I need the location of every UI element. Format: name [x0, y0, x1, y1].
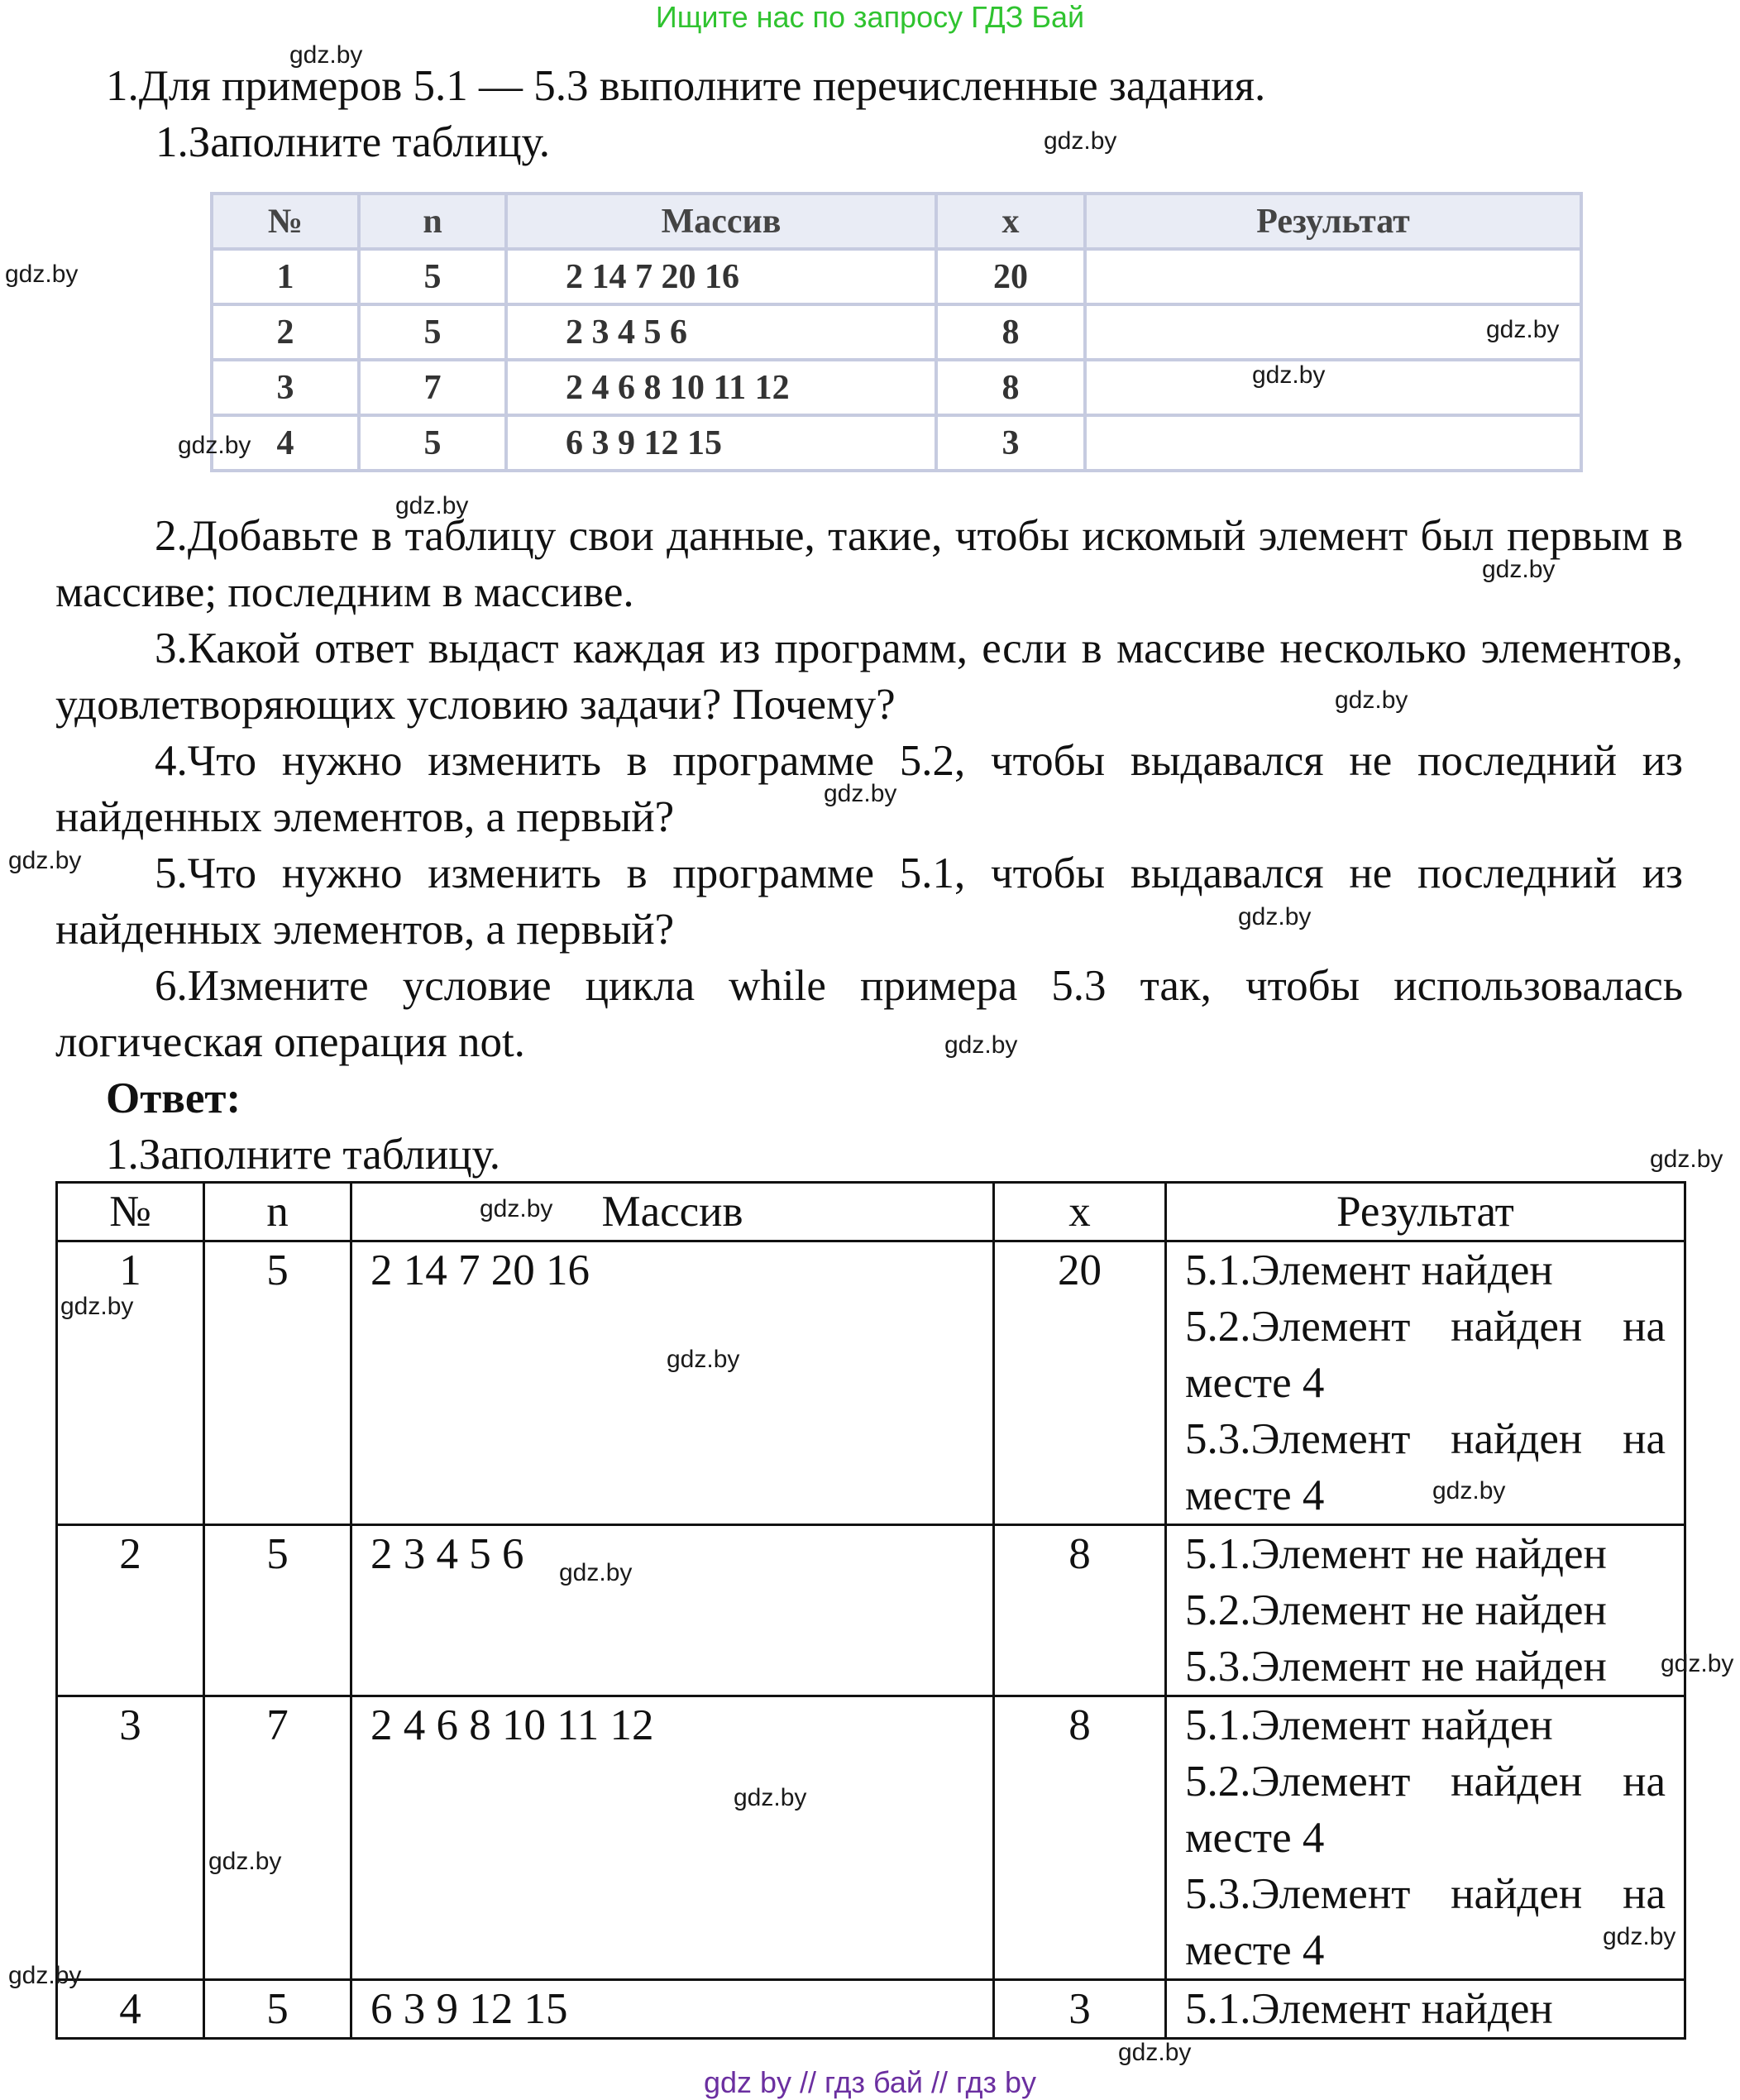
answer-heading: Ответ:	[106, 1074, 241, 1122]
watermark: gdz.by	[944, 1031, 1018, 1059]
watermark: gdz.by	[667, 1346, 740, 1373]
watermark: gdz.by	[5, 261, 79, 288]
watermark: gdz.by	[1252, 361, 1326, 389]
watermark: gdz.by	[178, 432, 251, 459]
watermark: gdz.by	[1482, 556, 1556, 583]
cell-result	[1085, 249, 1581, 304]
task-sub4: 4.Что нужно изменить в программе 5.2, чтобы выдавался не последний из найденных элементов, а первый?	[55, 737, 1683, 841]
result-line: 5.1.Элемент найден	[1185, 1985, 1553, 2033]
cell-n: 5	[359, 415, 506, 471]
cell-n: 5	[204, 1980, 351, 2039]
watermark: gdz.by	[1661, 1650, 1734, 1677]
watermark: gdz.by	[1118, 2039, 1192, 2066]
table-row	[212, 249, 1581, 304]
col-header-x: x	[936, 194, 1085, 249]
col-header-array: Массив	[506, 194, 936, 249]
table-row	[57, 1525, 1685, 1696]
cell-n: 7	[359, 360, 506, 415]
cell-x: 20	[936, 249, 1085, 304]
cell-array: 6 3 9 12 15	[506, 415, 936, 471]
top-banner[interactable]: Ищите нас по запросу ГДЗ Бай	[655, 0, 1085, 34]
cell-x: 8	[994, 1525, 1166, 1696]
task-table-header	[212, 194, 1581, 249]
cell-array: 2 3 4 5 6	[506, 304, 936, 360]
answer-table	[55, 1181, 1686, 2040]
col-header-result: Результат	[1166, 1183, 1685, 1241]
result-line: 5.3.Элемент найден на месте 4	[1185, 1870, 1666, 1974]
watermark: gdz.by	[734, 1784, 807, 1811]
watermark: gdz.by	[1044, 127, 1117, 155]
cell-n: 7	[204, 1696, 351, 1980]
watermark: gdz.by	[8, 847, 82, 874]
cell-n: 5	[204, 1241, 351, 1525]
answer-sub1: 1.Заполните таблицу.	[106, 1131, 500, 1179]
watermark: gdz.by	[60, 1293, 134, 1320]
watermark: gdz.by	[480, 1195, 553, 1222]
watermark: gdz.by	[1486, 316, 1560, 343]
col-header-n: n	[204, 1183, 351, 1241]
table-row	[212, 360, 1581, 415]
table-row	[212, 415, 1581, 471]
cell-x: 8	[936, 304, 1085, 360]
cell-x: 3	[994, 1980, 1166, 2039]
table-row	[57, 1980, 1685, 2039]
cell-array: 2 14 7 20 16	[351, 1241, 994, 1525]
cell-array: 6 3 9 12 15	[351, 1980, 994, 2039]
result-line: 5.2.Элемент найден на месте 4	[1185, 1303, 1666, 1407]
task-sub3: 3.Какой ответ выдаст каждая из программ, если в массиве несколько элементов, удовлетворяющих условию задачи? Почему?	[55, 624, 1683, 729]
watermark: gdz.by	[559, 1559, 633, 1586]
cell-x: 8	[936, 360, 1085, 415]
cell-num: 1	[57, 1241, 204, 1525]
result-line: 5.1.Элемент не найден	[1185, 1530, 1607, 1578]
watermark: gdz.by	[289, 41, 363, 69]
col-header-x: x	[994, 1183, 1166, 1241]
watermark: gdz.by	[824, 780, 897, 807]
result-line: 5.2.Элемент не найден	[1185, 1586, 1607, 1634]
task-intro: 1.Для примеров 5.1 — 5.3 выполните перечисленные задания.	[106, 62, 1266, 110]
cell-result	[1166, 1525, 1685, 1696]
task-sub2: 2.Добавьте в таблицу свои данные, такие, чтобы искомый элемент был первым в массиве; последним в массиве.	[55, 512, 1683, 616]
table-row	[57, 1696, 1685, 1980]
task-sub6: 6.Измените условие цикла while примера 5.3 так, чтобы использовалась логическая операция not.	[55, 962, 1683, 1066]
cell-x: 8	[994, 1696, 1166, 1980]
task-sub1: 1.Заполните таблицу.	[155, 118, 550, 166]
watermark: gdz.by	[1238, 903, 1312, 930]
cell-num: 3	[212, 360, 359, 415]
result-line: 5.1.Элемент найден	[1185, 1701, 1553, 1749]
result-line: 5.2.Элемент найден на месте 4	[1185, 1758, 1666, 1862]
cell-num: 3	[57, 1696, 204, 1980]
result-line: 5.1.Элемент найден	[1185, 1246, 1553, 1294]
result-line: 5.3.Элемент найден на месте 4	[1185, 1415, 1666, 1519]
cell-array: 2 4 6 8 10 11 12	[351, 1696, 994, 1980]
watermark: gdz.by	[8, 1962, 82, 1989]
cell-num: 2	[212, 304, 359, 360]
cell-result	[1166, 1241, 1685, 1525]
cell-result	[1166, 1980, 1685, 2039]
cell-result	[1085, 360, 1581, 415]
cell-x: 3	[936, 415, 1085, 471]
cell-n: 5	[359, 304, 506, 360]
cell-num: 2	[57, 1525, 204, 1696]
cell-array: 2 14 7 20 16	[506, 249, 936, 304]
cell-num: 4	[57, 1980, 204, 2039]
cell-num: 1	[212, 249, 359, 304]
col-header-num: №	[212, 194, 359, 249]
watermark: gdz.by	[395, 492, 469, 519]
watermark: gdz.by	[208, 1848, 282, 1875]
col-header-num: №	[57, 1183, 204, 1241]
watermark: gdz.by	[1432, 1477, 1506, 1504]
task-sub5: 5.Что нужно изменить в программе 5.1, чтобы выдавался не последний из найденных элементов, а первый?	[55, 849, 1683, 954]
col-header-array: Массив	[351, 1183, 994, 1241]
cell-array: 2 4 6 8 10 11 12	[506, 360, 936, 415]
bottom-banner[interactable]: gdz by // гдз бай // гдз by	[703, 2065, 1037, 2099]
watermark: gdz.by	[1335, 686, 1408, 714]
cell-x: 20	[994, 1241, 1166, 1525]
cell-n: 5	[204, 1525, 351, 1696]
cell-result	[1085, 415, 1581, 471]
col-header-n: n	[359, 194, 506, 249]
task-table	[210, 192, 1583, 472]
cell-num: 4	[212, 415, 359, 471]
answer-table-header	[57, 1183, 1685, 1241]
watermark: gdz.by	[1650, 1146, 1723, 1173]
table-row	[212, 304, 1581, 360]
cell-n: 5	[359, 249, 506, 304]
watermark: gdz.by	[1603, 1923, 1676, 1950]
col-header-result: Результат	[1085, 194, 1581, 249]
cell-array: 2 3 4 5 6	[351, 1525, 994, 1696]
result-line: 5.3.Элемент не найден	[1185, 1643, 1607, 1691]
